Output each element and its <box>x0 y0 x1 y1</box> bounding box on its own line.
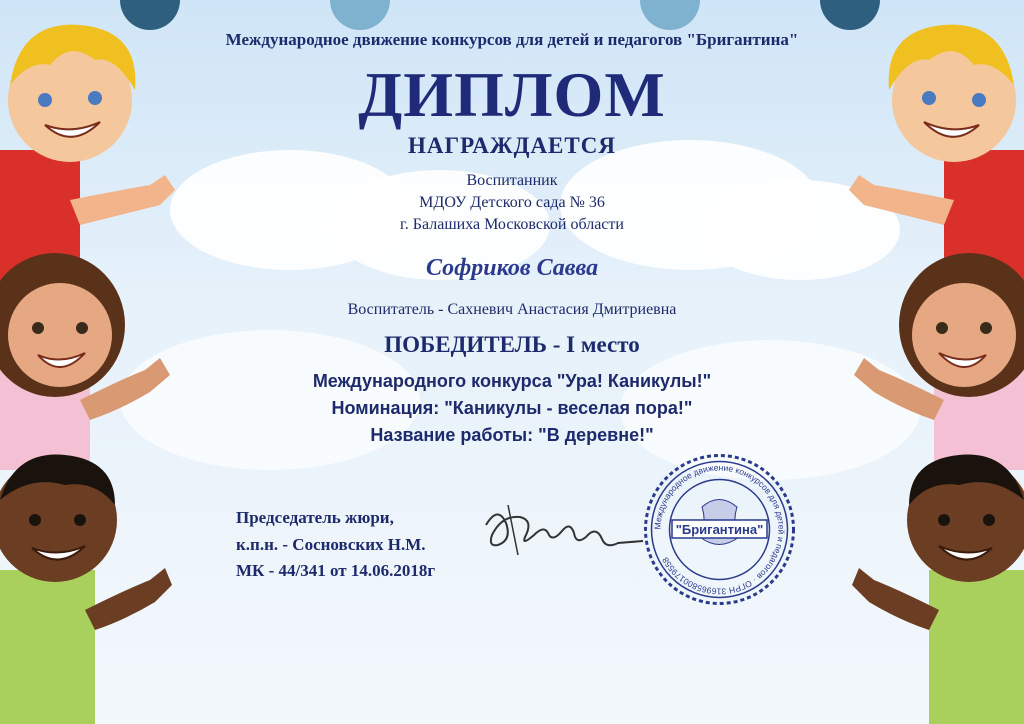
stamp-center-text: "Бригантина" <box>675 522 764 537</box>
official-stamp <box>642 452 797 607</box>
contest-name: Международного конкурса "Ура! Каникулы!" <box>312 371 712 391</box>
recipient-institution: МДОУ Детского сада № 36 <box>419 194 605 211</box>
left-kid-bottom-illustration <box>0 440 175 724</box>
top-border-scallop <box>640 0 700 30</box>
winner-place: ПОБЕДИТЕЛЬ - I место <box>384 332 640 357</box>
recipient-role: Воспитанник <box>466 172 558 189</box>
recipient-name: Софриков Савва <box>425 255 599 281</box>
stamp-ring-text: Международное движение конкурсов для детей и педагогов · ОГРН 316965800179558 <box>652 462 787 597</box>
nomination: Номинация: "Каникулы - веселая пора!" <box>331 398 693 418</box>
top-border-scallop <box>330 0 390 30</box>
work-title: Название работы: "В деревне!" <box>370 425 654 445</box>
recipient-city: г. Балашиха Московской области <box>400 216 624 233</box>
registration-number: МК - 44/341 от 14.06.2018г <box>236 561 436 580</box>
jury-chair-name: к.п.н. - Сосновских Н.М. <box>236 535 426 554</box>
right-kid-bottom-illustration <box>849 440 1024 724</box>
awarded-heading: НАГРАЖДАЕТСЯ <box>408 133 616 158</box>
signature-image <box>478 495 648 575</box>
diploma-title: ДИПЛОМ <box>358 59 666 130</box>
organization-heading: Международное движение конкурсов для детей и педагогов "Бригантина" <box>225 30 799 49</box>
teacher-line: Воспитатель - Сахневич Анастасия Дмитриевна <box>347 301 677 318</box>
jury-chair-label: Председатель жюри, <box>236 508 394 527</box>
